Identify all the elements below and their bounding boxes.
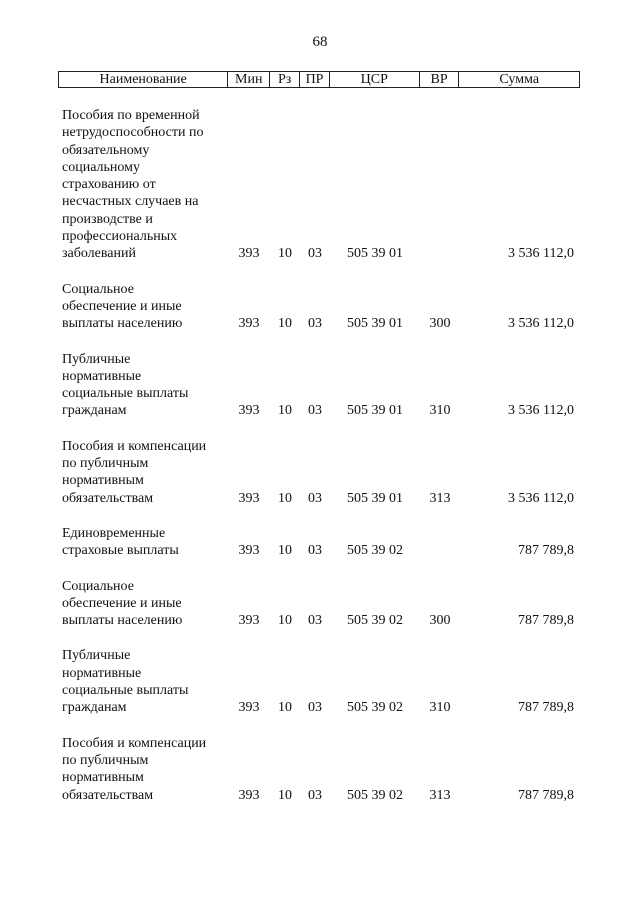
header-rz: Рз: [270, 72, 300, 87]
row-name-line: производстве и: [62, 211, 153, 227]
cell-sum: 3 536 112,0: [508, 316, 574, 332]
row-name-line: обязательствам: [62, 490, 154, 506]
cell-csr: 505 39 02: [347, 787, 403, 803]
row-name: [58, 351, 228, 420]
cell-csr: 505 39 02: [347, 613, 403, 629]
row-name-line: Публичные: [62, 648, 131, 664]
header-pr: ПР: [300, 72, 330, 87]
cell-min: 393: [238, 613, 260, 629]
cell-rz: 10: [278, 246, 292, 262]
row-name-line: по публичным: [62, 456, 149, 472]
row-name-line: обязательному: [62, 142, 150, 158]
row-name-line: Единовременные: [62, 525, 166, 541]
cell-rz: 10: [278, 700, 292, 716]
table-row: [58, 647, 580, 716]
row-name-line: заболеваний: [62, 246, 136, 262]
cell-sum: 787 789,8: [518, 787, 574, 803]
table-row: [58, 107, 580, 263]
row-name-line: выплаты населению: [62, 613, 183, 629]
cell-min: 393: [238, 403, 260, 419]
cell-min: 393: [238, 787, 260, 803]
row-name-line: Пособия и компенсации: [62, 438, 207, 454]
cell-sum: 787 789,8: [518, 543, 574, 559]
row-name: [58, 647, 228, 716]
cell-csr: 505 39 01: [347, 403, 403, 419]
cell-pr: 03: [308, 403, 322, 419]
table-header: [58, 71, 580, 88]
row-name: [58, 438, 228, 507]
row-name-line: нормативным: [62, 473, 144, 489]
page-number: 68: [312, 34, 328, 50]
cell-csr: 505 39 01: [347, 490, 403, 506]
cell-min: 393: [238, 490, 260, 506]
cell-pr: 03: [308, 613, 322, 629]
row-name-line: обеспечение и иные: [62, 298, 182, 314]
header-min: Мин: [228, 72, 270, 87]
cell-vr: 310: [429, 700, 451, 716]
header-sum: Сумма: [499, 72, 540, 87]
row-name-line: нормативные: [62, 665, 142, 681]
cell-pr: 03: [308, 787, 322, 803]
row-name: [58, 735, 228, 804]
header-vr: ВР: [420, 72, 460, 87]
table-row: [58, 281, 580, 333]
cell-rz: 10: [278, 490, 292, 506]
row-name-line: нормативным: [62, 770, 144, 786]
cell-rz: 10: [278, 787, 292, 803]
cell-vr: 300: [429, 316, 451, 332]
cell-min: 393: [238, 700, 260, 716]
table-row: [58, 578, 580, 630]
row-name: [58, 107, 228, 263]
cell-rz: 10: [278, 403, 292, 419]
cell-sum: 3 536 112,0: [508, 246, 574, 262]
cell-pr: 03: [308, 543, 322, 559]
header-name: Наименование: [59, 72, 228, 87]
row-name-line: выплаты населению: [62, 316, 183, 332]
cell-sum: 787 789,8: [518, 613, 574, 629]
cell-pr: 03: [308, 700, 322, 716]
row-name-line: социальные выплаты: [62, 683, 189, 699]
cell-csr: 505 39 01: [347, 246, 403, 262]
row-name-line: страхованию от: [62, 177, 156, 193]
cell-rz: 10: [278, 543, 292, 559]
cell-vr: 300: [429, 613, 451, 629]
row-name-line: Пособия по временной: [62, 108, 200, 123]
row-name-line: социальному: [62, 159, 140, 175]
row-name-line: несчастных случаев на: [62, 194, 199, 210]
row-name-line: Социальное: [62, 578, 134, 594]
row-name: [58, 578, 228, 630]
header-csr: ЦСР: [330, 72, 420, 87]
cell-csr: 505 39 02: [347, 543, 403, 559]
row-name-line: Пособия и компенсации: [62, 735, 207, 751]
cell-pr: 03: [308, 316, 322, 332]
cell-csr: 505 39 01: [347, 316, 403, 332]
row-name-line: страховые выплаты: [62, 543, 179, 559]
cell-sum: 787 789,8: [518, 700, 574, 716]
row-name-line: Публичные: [62, 351, 131, 367]
row-name: [58, 525, 228, 560]
row-name-line: гражданам: [62, 403, 127, 419]
row-name-line: социальные выплаты: [62, 386, 189, 402]
table-body: [58, 107, 580, 822]
cell-csr: 505 39 02: [347, 700, 403, 716]
row-name-line: обеспечение и иные: [62, 595, 182, 611]
row-name-line: по публичным: [62, 752, 149, 768]
table-row: [58, 351, 580, 420]
cell-vr: 310: [429, 403, 451, 419]
cell-pr: 03: [308, 246, 322, 262]
cell-sum: 3 536 112,0: [508, 490, 574, 506]
cell-pr: 03: [308, 490, 322, 506]
cell-sum: 3 536 112,0: [508, 403, 574, 419]
cell-min: 393: [238, 246, 260, 262]
row-name-line: обязательствам: [62, 787, 154, 803]
row-name-line: профессиональных: [62, 229, 178, 245]
table-row: [58, 525, 580, 560]
cell-min: 393: [238, 543, 260, 559]
cell-vr: 313: [429, 490, 451, 506]
row-name-line: нормативные: [62, 368, 142, 384]
row-name: [58, 281, 228, 333]
cell-vr: 313: [429, 787, 451, 803]
cell-rz: 10: [278, 316, 292, 332]
row-name-line: Социальное: [62, 281, 134, 297]
row-name-line: гражданам: [62, 700, 127, 716]
table-row: [58, 735, 580, 804]
cell-rz: 10: [278, 613, 292, 629]
cell-min: 393: [238, 316, 260, 332]
row-name-line: нетрудоспособности по: [62, 125, 204, 141]
table-row: [58, 438, 580, 507]
